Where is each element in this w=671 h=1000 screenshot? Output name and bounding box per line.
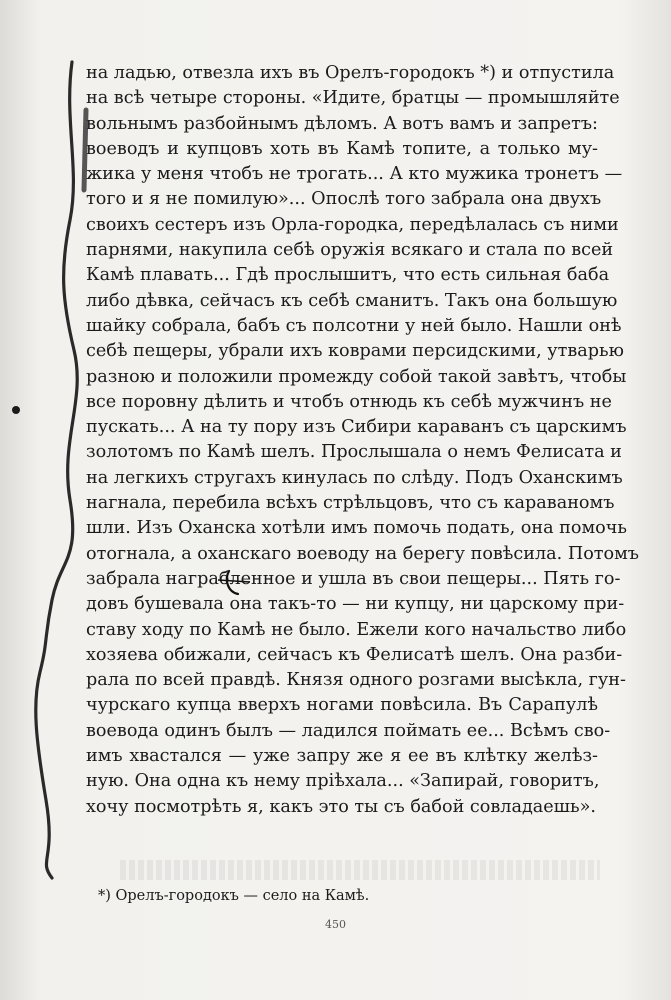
text-line: на легкихъ стругахъ кинулась по слѣду. Подъ Оханскимъ: [86, 467, 623, 488]
text-line: отогнала, а оханскаго воеводу на берегу повѣсила. Потомъ: [86, 543, 639, 564]
text-line: хозяева обижали, сейчасъ къ Фелисатѣ шелъ. Она разби-: [86, 644, 623, 665]
text-line: на всѣ четыре стороны. «Идите, братцы — промышляйте: [86, 88, 620, 109]
text-line: шайку собрала, бабъ съ полсотни у ней было. Нашли онѣ: [86, 315, 622, 336]
text-line: того и я не помилую»... Опослѣ того забрала она двухъ: [86, 189, 602, 210]
text-line: своихъ сестеръ изъ Орла-городка, передѣлалась съ ними: [86, 214, 619, 235]
text-line: на ладью, отвезла ихъ въ Орелъ-городокъ *) и отпустила: [86, 63, 615, 83]
text-line: золотомъ по Камѣ шелъ. Прослышала о немъ Фелисата и: [86, 442, 622, 463]
text-line: либо дѣвка, сейчасъ къ себѣ сманитъ. Такъ она большую: [86, 290, 618, 311]
text-line: нагнала, перебила всѣхъ стрѣльцовъ, что съ караваномъ: [86, 493, 615, 514]
text-line: Камѣ плавать... Гдѣ прослышитъ, что есть сильная баба: [86, 265, 610, 286]
text-line: довъ бушевала она такъ-то — ни купцу, ни царскому при-: [86, 594, 625, 615]
margin-wavy-line: [36, 62, 77, 878]
text-line: ную. Она одна къ нему прiѣхала... «Запирай, говоритъ,: [86, 771, 600, 792]
margin-bracket-mark: [84, 110, 86, 190]
text-line: имъ хвастался — уже запру же я ее въ клѣтку желѣз-: [86, 746, 598, 767]
footnote: *) Орелъ-городокъ — село на Камѣ.: [98, 888, 370, 904]
text-line: себѣ пещеры, убрали ихъ коврами персидскими, утварью: [86, 341, 624, 362]
text-line: хочу посмотрѣть я, какъ это ты съ бабой совладаешь».: [86, 796, 596, 817]
text-line: воеводъ и купцовъ хоть въ Камѣ топите, а только му-: [86, 138, 598, 159]
text-line: жика у меня чтобъ не трогать... А кто мужика тронетъ —: [86, 164, 623, 185]
text-line: парнями, накупила себѣ оружiя всякаго и стала по всей: [86, 240, 614, 261]
insertion-mark: [227, 571, 238, 594]
text-line: чурскаго купца вверхъ ногами повѣсила. Въ Сарапулѣ: [86, 695, 598, 716]
text-line: рала по всей правдѣ. Князя одного розгами высѣкла, гун-: [86, 670, 626, 691]
text-line: пускать... А на ту пору изъ Сибири караванъ съ царскимъ: [86, 417, 627, 438]
text-line: забрала награбленное и ушла въ свои пещеры... Пять го-: [86, 568, 621, 589]
text-line: вольнымъ разбойнымъ дѣломъ. А вотъ вамъ и запретъ:: [86, 113, 598, 134]
underline-mark: [218, 580, 250, 582]
page-number: 450: [325, 918, 346, 931]
text-line: разною и положили промежду собой такой завѣтъ, чтобы: [86, 366, 627, 387]
text-line: все поровну дѣлить и чтобъ отнюдь къ себѣ мужчинъ не: [86, 391, 612, 412]
text-line: ставу ходу по Камѣ не было. Ежели кого начальство либо: [86, 619, 627, 640]
margin-dot: [12, 406, 20, 414]
text-line: воевода одинъ былъ — ладился поймать ее... Всѣмъ сво-: [86, 720, 611, 741]
text-line: шли. Изъ Оханска хотѣли имъ помочь подать, она помочь: [86, 518, 627, 539]
